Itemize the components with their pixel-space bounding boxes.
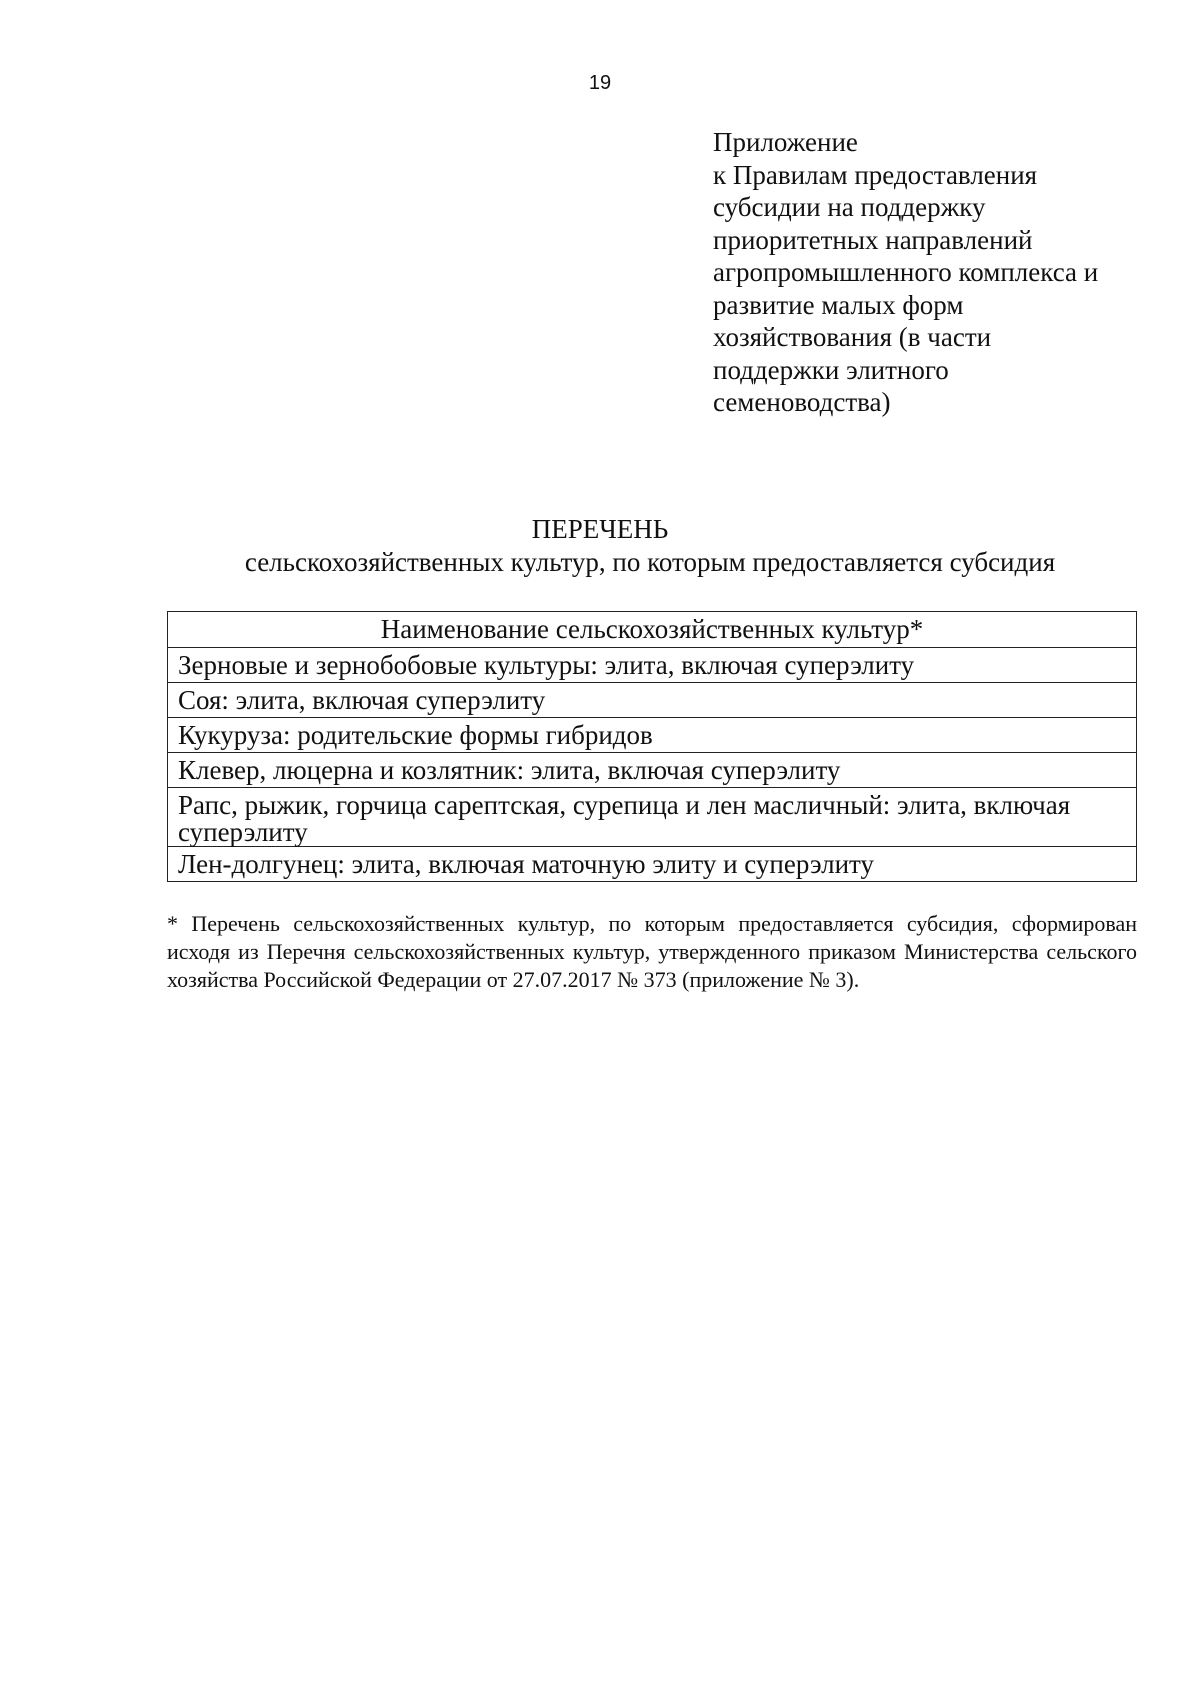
appendix-line: агропромышленного комплекса и	[713, 257, 1099, 287]
footnote: * Перечень сельскохозяйственных культур, по которым предоставляется субсидия, сформирован исходя из Перечня сельскохозяйственных культур, утвержденного приказом Министерства сельского хозяйства Российской Федерации от 27.07.2017 № 373 (приложение № 3).	[167, 911, 1137, 992]
appendix-reference	[713, 126, 1153, 419]
appendix-line: хозяйствования (в части	[713, 322, 992, 352]
appendix-line: субсидии на поддержку	[713, 192, 986, 222]
table-row	[168, 718, 1137, 753]
table-row	[168, 753, 1137, 788]
appendix-line: к Правилам предоставления	[713, 159, 1038, 190]
page-number: 19	[588, 72, 612, 94]
table-cell: Соя: элита, включая суперэлиту	[168, 683, 1137, 718]
table-cell: Кукуруза: родительские формы гибридов	[168, 718, 1137, 753]
table-cell: Рапс, рыжик, горчица сарептская, сурепица и лен масличный: элита, включая суперэлиту	[168, 788, 1137, 847]
appendix-line: семеноводства)	[713, 387, 891, 417]
document-subtitle: сельскохозяйственных культур, по которым предоставляется субсидия	[244, 547, 1056, 577]
table-row	[168, 683, 1137, 718]
table-cell: Клевер, люцерна и козлятник: элита, включая суперэлиту	[168, 753, 1137, 788]
table-cell: Зерновые и зернобобовые культуры: элита, включая суперэлиту	[168, 648, 1137, 683]
table-header-cell: Наименование сельскохозяйственных культур*	[168, 612, 1137, 648]
appendix-line: развитие малых форм	[713, 289, 964, 320]
crops-table	[167, 611, 1137, 882]
table-header-row	[168, 612, 1137, 648]
table-row	[168, 788, 1137, 847]
appendix-line: поддержки элитного	[713, 354, 949, 385]
table-row	[168, 847, 1137, 882]
table-row	[168, 648, 1137, 683]
appendix-line: приоритетных направлений	[713, 224, 1033, 255]
table-cell: Лен-долгунец: элита, включая маточную элиту и суперэлиту	[168, 847, 1137, 882]
appendix-line: Приложение	[713, 127, 858, 157]
document-title: ПЕРЕЧЕНЬ	[531, 514, 669, 544]
